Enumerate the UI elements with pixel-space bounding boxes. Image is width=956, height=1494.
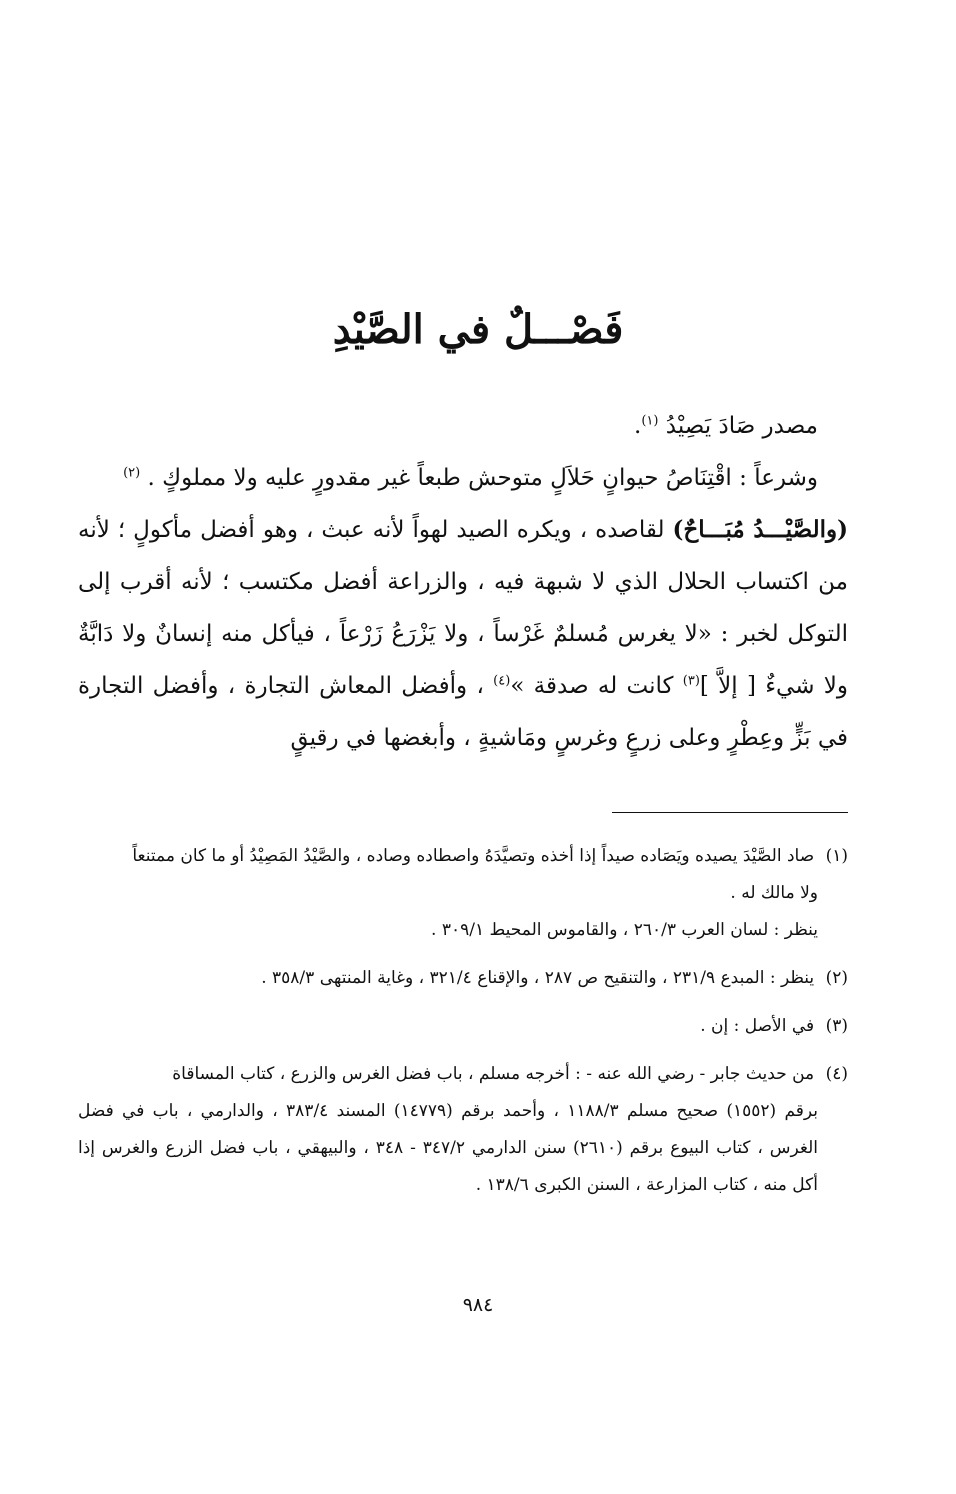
paragraph-definition [78, 400, 848, 452]
footnotes [78, 838, 848, 1215]
footnote-reference: ينظر : لسان العرب ٢٦٠/٣ ، والقاموس المحيط ٣٠٩/١ . [431, 920, 818, 940]
legal-definition-text: وشرعاً : اقْتِنَاصُ حيوانٍ حَلاَلٍ متوحش طبعاً غير مقدورٍ عليه ولا مملوكٍ . [147, 465, 818, 491]
paragraph-legal-definition [78, 452, 848, 504]
footnote-1 [78, 838, 848, 949]
footnote-continuation: ولا مالك له . [730, 883, 818, 903]
footnote-ref-1: (١) [641, 413, 659, 429]
footnote-continuation: برقم (١٥٥٢) صحيح مسلم ١١٨٨/٣ ، وأحمد برقم (١٤٧٧٩) المسند ٣٨٣/٤ ، والدارمي ، باب في فضل الغرس ، كتاب البيوع برقم (٢٦١٠) سنن الدارمي ٣٤٧/٢ - ٣٤٨ ، والبيهقي ، باب فضل الزرع والغرس إذا أكل منه ، كتاب المزارعة ، السنن الكبرى ١٣٨/٦ . [78, 1101, 818, 1195]
ruling-rest: ، وأفضل المعاش التجارة ، وأفضل التجارة في بَزٍّ وعِطْرٍ وعلى زرعٍ وغرسٍ ومَاشيةٍ ، وأبغضها في رقيقٍ [78, 673, 848, 751]
footnote-number: (١) [825, 846, 848, 866]
footnote-number: (٤) [825, 1064, 848, 1084]
ruling-text: لقاصده ، ويكره الصيد لهواً لأنه عبث ، وهو أفضل مأكولٍ ؛ لأنه من اكتساب الحلال الذي لا شبهة فيه ، والزراعة أفضل مكتسب ؛ لأنه أقرب إلى التوكل لخبر : [78, 517, 849, 647]
footnote-number: (٣) [825, 1016, 848, 1036]
footnote-text: صاد الصَّيْدَ يصيده ويَصَاده صيداً إذا أخذه وتصيَّدَهُ واصطاده وصاده ، والصَّيْدُ المَصِيْدُ أو ما كان ممتنعاً [132, 846, 815, 866]
definition-end: . [634, 413, 642, 439]
footnote-2 [78, 960, 848, 997]
footnote-ref-2: (٢) [123, 465, 141, 481]
footnote-ref-3: (٣) [682, 673, 700, 689]
main-text [78, 400, 848, 764]
footnote-3 [78, 1008, 848, 1045]
footnote-4 [78, 1056, 848, 1204]
hadith-quote: «لا يغرس مُسلمٌ غَرْساً ، ولا يَزْرَعُ زَرْعاً ، فيأكل منه إنسانٌ ولا دَابَّةٌ ولا شيءٌ [ إلاَّ ] [78, 621, 849, 699]
paragraph-ruling [78, 504, 848, 764]
section-title: فَصْـــلٌ في الصَّيْدِ [332, 306, 624, 353]
page-number: ٩٨٤ [462, 1294, 494, 1316]
ruling-heading: (والصَّيْـــدُ مُبَـــاحٌ) [672, 516, 848, 543]
footnote-number: (٢) [825, 968, 848, 988]
footnote-text: ينظر : المبدع ٢٣١/٩ ، والتنقيح ص ٢٨٧ ، والإقناع ٣٢١/٤ ، وغاية المنتهى ٣٥٨/٣ . [261, 968, 815, 988]
footnote-text: من حديث جابر - رضي الله عنه - : أخرجه مسلم ، باب فضل الغرس والزرع ، كتاب المساقاة [172, 1064, 815, 1084]
footnote-text: في الأصل : إن . [700, 1016, 815, 1036]
hadith-quote-end: كانت له صدقة » [510, 673, 674, 699]
footnote-divider [612, 812, 848, 813]
definition-text: مصدر صَادَ يَصِيْدُ [665, 413, 818, 439]
footnote-ref-4: (٤) [493, 673, 511, 689]
